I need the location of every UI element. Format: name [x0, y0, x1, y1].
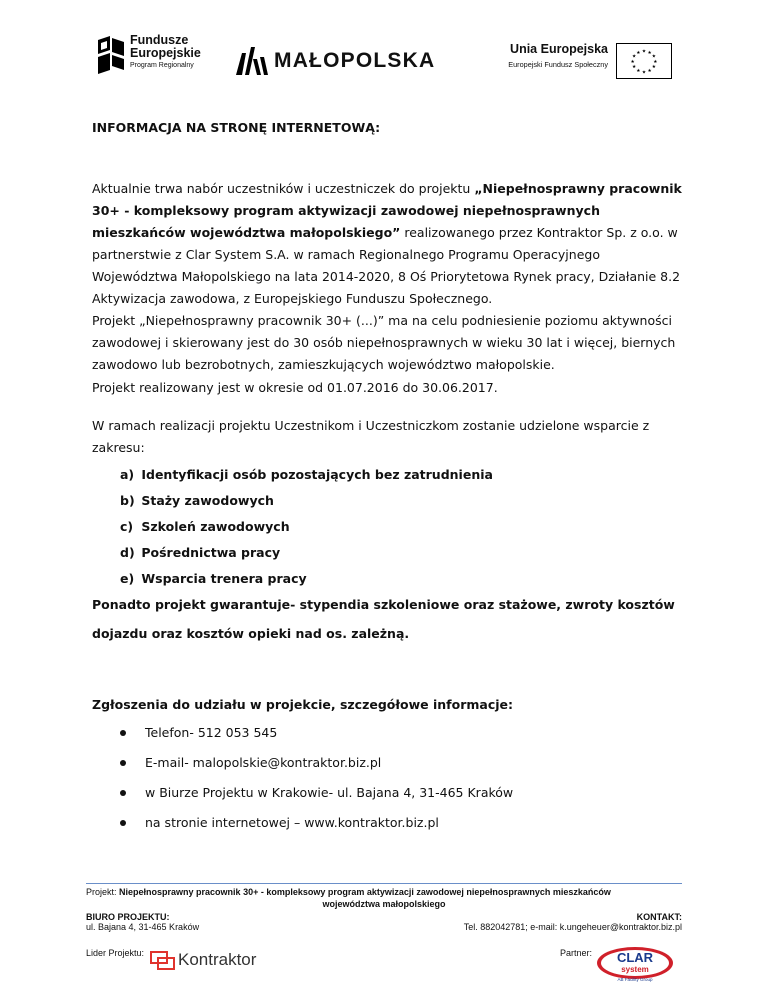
footer-project-line: [86, 886, 682, 898]
footer-partner-label: Partner:: [559, 948, 592, 958]
malopolska-logo: [236, 44, 435, 78]
bullet-icon: [120, 760, 126, 766]
footer-divider: [86, 883, 682, 884]
unia-europejska-logo: [490, 42, 608, 69]
contact-item-email: [120, 748, 513, 778]
kontraktor-logo-word: Kontraktor: [178, 950, 257, 969]
list-item-text: Szkoleń zawodowych: [141, 519, 290, 534]
clar-logo-sub: system: [621, 965, 649, 974]
list-item-text: Staży zawodowych: [141, 493, 274, 508]
fe-logo-line2: Europejskie: [130, 46, 201, 60]
fundusze-europejskie-logo: [96, 34, 246, 80]
list-item-letter: e): [120, 571, 135, 586]
footer-project-label: Projekt:: [86, 887, 117, 897]
svg-text:★: ★: [631, 54, 637, 60]
list-item: [120, 540, 493, 566]
eu-flag-icon: [616, 43, 672, 79]
svg-text:★: ★: [647, 50, 652, 56]
footer-office-address: ul. Bajana 4, 31-465 Kraków: [86, 922, 200, 932]
list-item-letter: a): [120, 467, 135, 482]
svg-text:★: ★: [651, 65, 657, 71]
intro-paragraph: [92, 178, 688, 310]
footer-contact-details: Tel. 882042781; e-mail: k.ungeheuer@kontraktor.biz.pl: [463, 922, 682, 932]
svg-text:★: ★: [651, 54, 657, 60]
footer-leader-label: Lider Projektu:: [86, 948, 145, 958]
list-item: [120, 566, 493, 592]
svg-text:★: ★: [636, 68, 641, 74]
footer-contact-label: KONTAKT:: [636, 912, 682, 922]
clar-logo-main: CLAR: [616, 950, 654, 965]
kontraktor-mark-icon: [150, 949, 176, 971]
intro-text-start: Aktualnie trwa nabór uczestników i uczestniczek do projektu: [92, 181, 475, 196]
clar-system-logo: [596, 946, 674, 982]
fe-logo-line1: Fundusze: [130, 33, 189, 47]
ue-logo-line1: Unia Europejska: [510, 42, 608, 56]
ue-logo-line2: Europejski Fundusz Społeczny: [508, 60, 608, 69]
contact-item-text: Telefon- 512 053 545: [145, 725, 278, 740]
svg-text:★: ★: [631, 65, 637, 71]
contact-item-office: [120, 778, 513, 808]
list-item-letter: d): [120, 545, 135, 560]
clar-logo-tag: AB Facility Group: [617, 977, 653, 982]
support-list: [120, 462, 493, 592]
footer-project-name: Niepełnosprawny pracownik 30+ - kompleksowy program aktywizacji zawodowej niepełnosprawnych mieszkańców: [119, 887, 611, 897]
list-item: [120, 514, 493, 540]
announcement-content: [92, 120, 688, 830]
list-item-text: Identyfikacji osób pozostających bez zatrudnienia: [141, 467, 493, 482]
svg-text:★: ★: [653, 59, 658, 65]
footer-office-label: BIURO PROJEKTU:: [86, 912, 170, 922]
project-title: „Niepełnosprawny pracownik 30+ - kompleksowy program aktywizacji zawodowej niepełnosprawnych mieszkańców województwa małopolskiego”: [92, 181, 682, 240]
contact-list: [120, 718, 513, 838]
list-item: [120, 462, 493, 488]
contact-item-text: na stronie internetowej – www.kontraktor.biz.pl: [145, 815, 439, 830]
benefits-paragraph: Ponadto projekt gwarantuje- stypendia szkoleniowe oraz stażowe, zwroty kosztów dojazdu oraz kosztów opieki nad os. zależną.: [92, 597, 675, 641]
bullet-icon: [120, 820, 126, 826]
bullet-icon: [120, 790, 126, 796]
svg-text:★: ★: [630, 59, 635, 65]
list-item-text: Pośrednictwa pracy: [141, 545, 281, 560]
malopolska-logo-word: MAŁOPOLSKA: [274, 49, 436, 72]
svg-text:★: ★: [641, 70, 647, 76]
page-heading: INFORMACJA NA STRONĘ INTERNETOWĄ:: [92, 120, 381, 135]
list-item-text: Wsparcia trenera pracy: [141, 571, 307, 586]
fe-logo-line3: Program Regionalny: [130, 62, 194, 69]
contact-item-website: [120, 808, 513, 838]
list-item: [120, 488, 493, 514]
contact-item-phone: [120, 718, 513, 748]
support-intro-paragraph: W ramach realizacji projektu Uczestnikom i Uczestniczkom zostanie udzielone wsparcie z zakresu:: [92, 418, 650, 455]
list-item-letter: b): [120, 493, 135, 508]
bullet-icon: [120, 730, 126, 736]
contact-heading: Zgłoszenia do udziału w projekcie, szczegółowe informacje:: [92, 697, 513, 712]
intro-text-end: realizowanego przez Kontraktor Sp. z o.o. w partnerstwie z Clar System S.A. w ramach Regionalnego Programu Operacyjnego Województwa Małopolskiego na lata 2014-2020, 8 Oś Priorytetowa Rynek pracy, Działanie 8.2 Aktywizacja zawodowa, z Europejskiego Funduszu Społecznego.: [92, 225, 681, 306]
fundusze-europejskie-mark-icon: [96, 36, 126, 74]
kontraktor-logo: [150, 946, 256, 974]
footer-project-name-cont: województwa małopolskiego: [322, 899, 446, 909]
footer-office-row: [86, 912, 682, 938]
svg-text:★: ★: [636, 50, 641, 56]
period-paragraph: Projekt realizowany jest w okresie od 01.07.2016 do 30.06.2017.: [92, 380, 498, 395]
contact-item-text: E-mail- malopolskie@kontraktor.biz.pl: [145, 755, 382, 770]
contact-item-text: w Biurze Projektu w Krakowie- ul. Bajana 4, 31-465 Kraków: [145, 785, 514, 800]
malopolska-mark-icon: [236, 47, 268, 75]
svg-text:★: ★: [641, 49, 647, 55]
svg-text:★: ★: [647, 68, 652, 74]
list-item-letter: c): [120, 519, 134, 534]
goal-paragraph: Projekt „Niepełnosprawny pracownik 30+ (...)” ma na celu podniesienie poziomu aktywności zawodowej i skierowany jest do 30 osób niepełnosprawnych w wieku 30 lat i więcej, biernych zawodowo lub bezrobotnych, zamieszkujących województwo małopolskie.: [92, 313, 676, 372]
